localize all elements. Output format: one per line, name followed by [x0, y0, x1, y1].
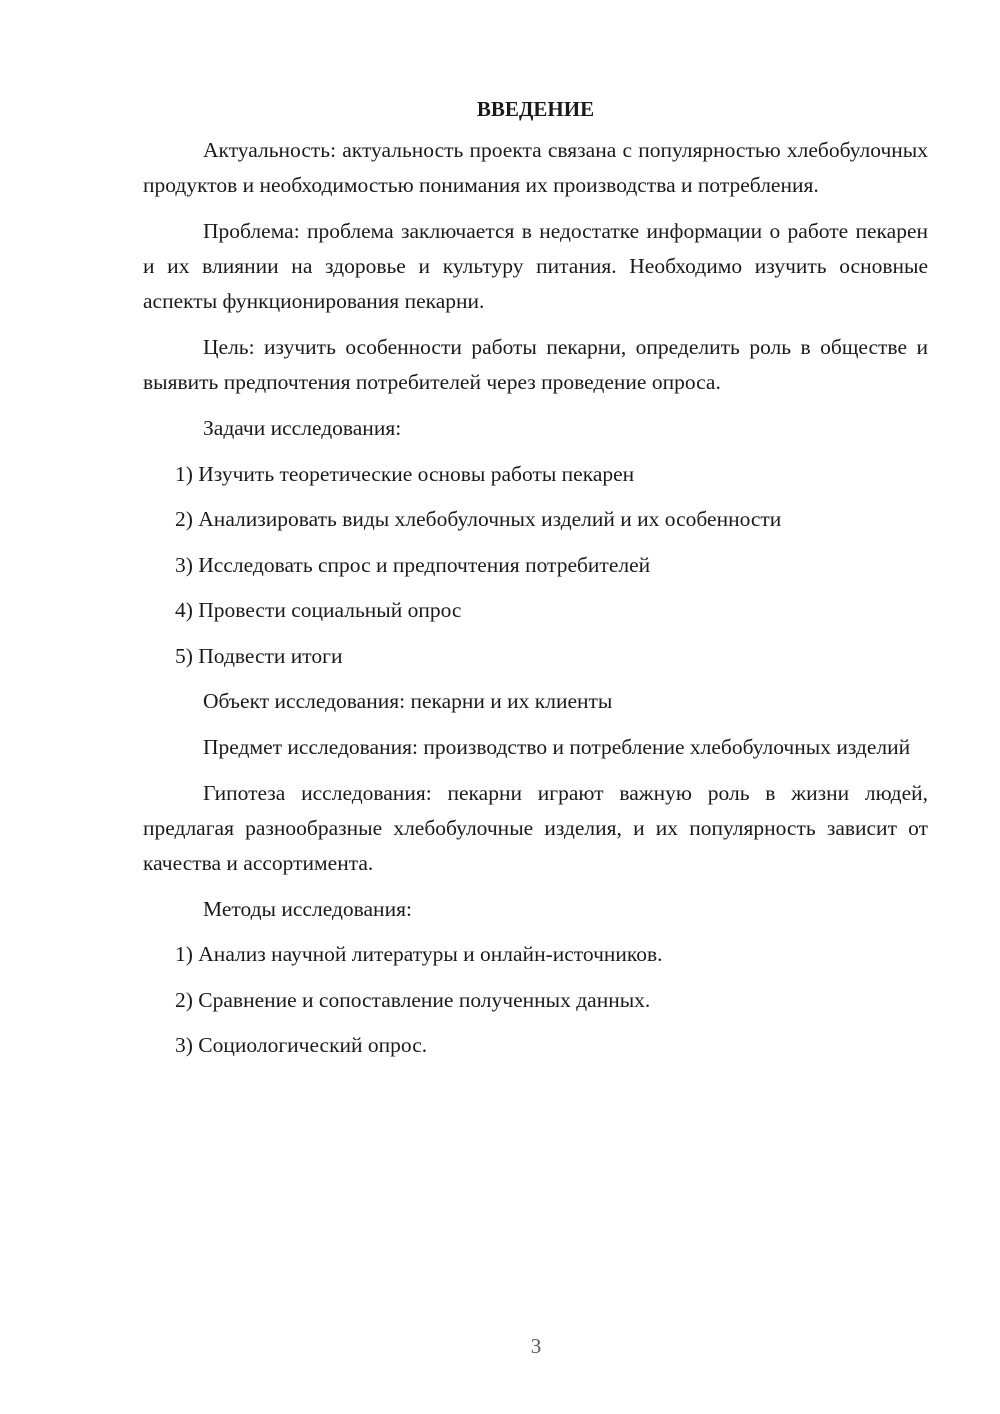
object-line: Объект исследования: пекарни и их клиенты [203, 689, 613, 713]
page-title: ВВЕДЕНИЕ [476, 97, 595, 121]
task-item: 3) Исследовать спрос и предпочтения потребителей [175, 552, 651, 577]
method-item: 1) Анализ научной литературы и онлайн-источников. [175, 942, 663, 966]
goal-paragraph: Цель: изучить особенности работы пекарни, определить роль в обществе и выявить предпочтения потребителей через проведение опроса. [143, 335, 928, 394]
task-item: 1) Изучить теоретические основы работы пекарен [175, 461, 635, 486]
problem-paragraph: Проблема: проблема заключается в недостатке информации о работе пекарен и их влиянии на здоровье и культуру питания. Необходимо изучить основные аспекты функционирования пекарни. [143, 219, 928, 313]
subject-paragraph: Предмет исследования: производство и потребление хлебобулочных изделий [203, 734, 911, 759]
task-item: 4) Провести социальный опрос [175, 598, 462, 622]
page-number: 3 [530, 1334, 542, 1358]
method-item: 2) Сравнение и сопоставление полученных данных. [175, 987, 651, 1012]
method-item: 3) Социологический опрос. [175, 1033, 428, 1057]
methods-heading: Методы исследования: [203, 896, 412, 921]
task-item: 2) Анализировать виды хлебобулочных изделий и их особенности [175, 507, 782, 531]
relevance-paragraph: Актуальность: актуальность проекта связана с популярностью хлебобулочных продуктов и необходимостью понимания их производства и потребления. [143, 138, 928, 197]
document-page [143, 92, 928, 1074]
tasks-list [143, 457, 928, 674]
methods-list [143, 937, 928, 1063]
tasks-heading: Задачи исследования: [203, 416, 402, 440]
task-item: 5) Подвести итоги [175, 643, 343, 668]
hypothesis-paragraph: Гипотеза исследования: пекарни играют важную роль в жизни людей, предлагая разнообразные хлебобулочные изделия, и их популярность зависит от качества и ассортимента. [143, 780, 928, 875]
